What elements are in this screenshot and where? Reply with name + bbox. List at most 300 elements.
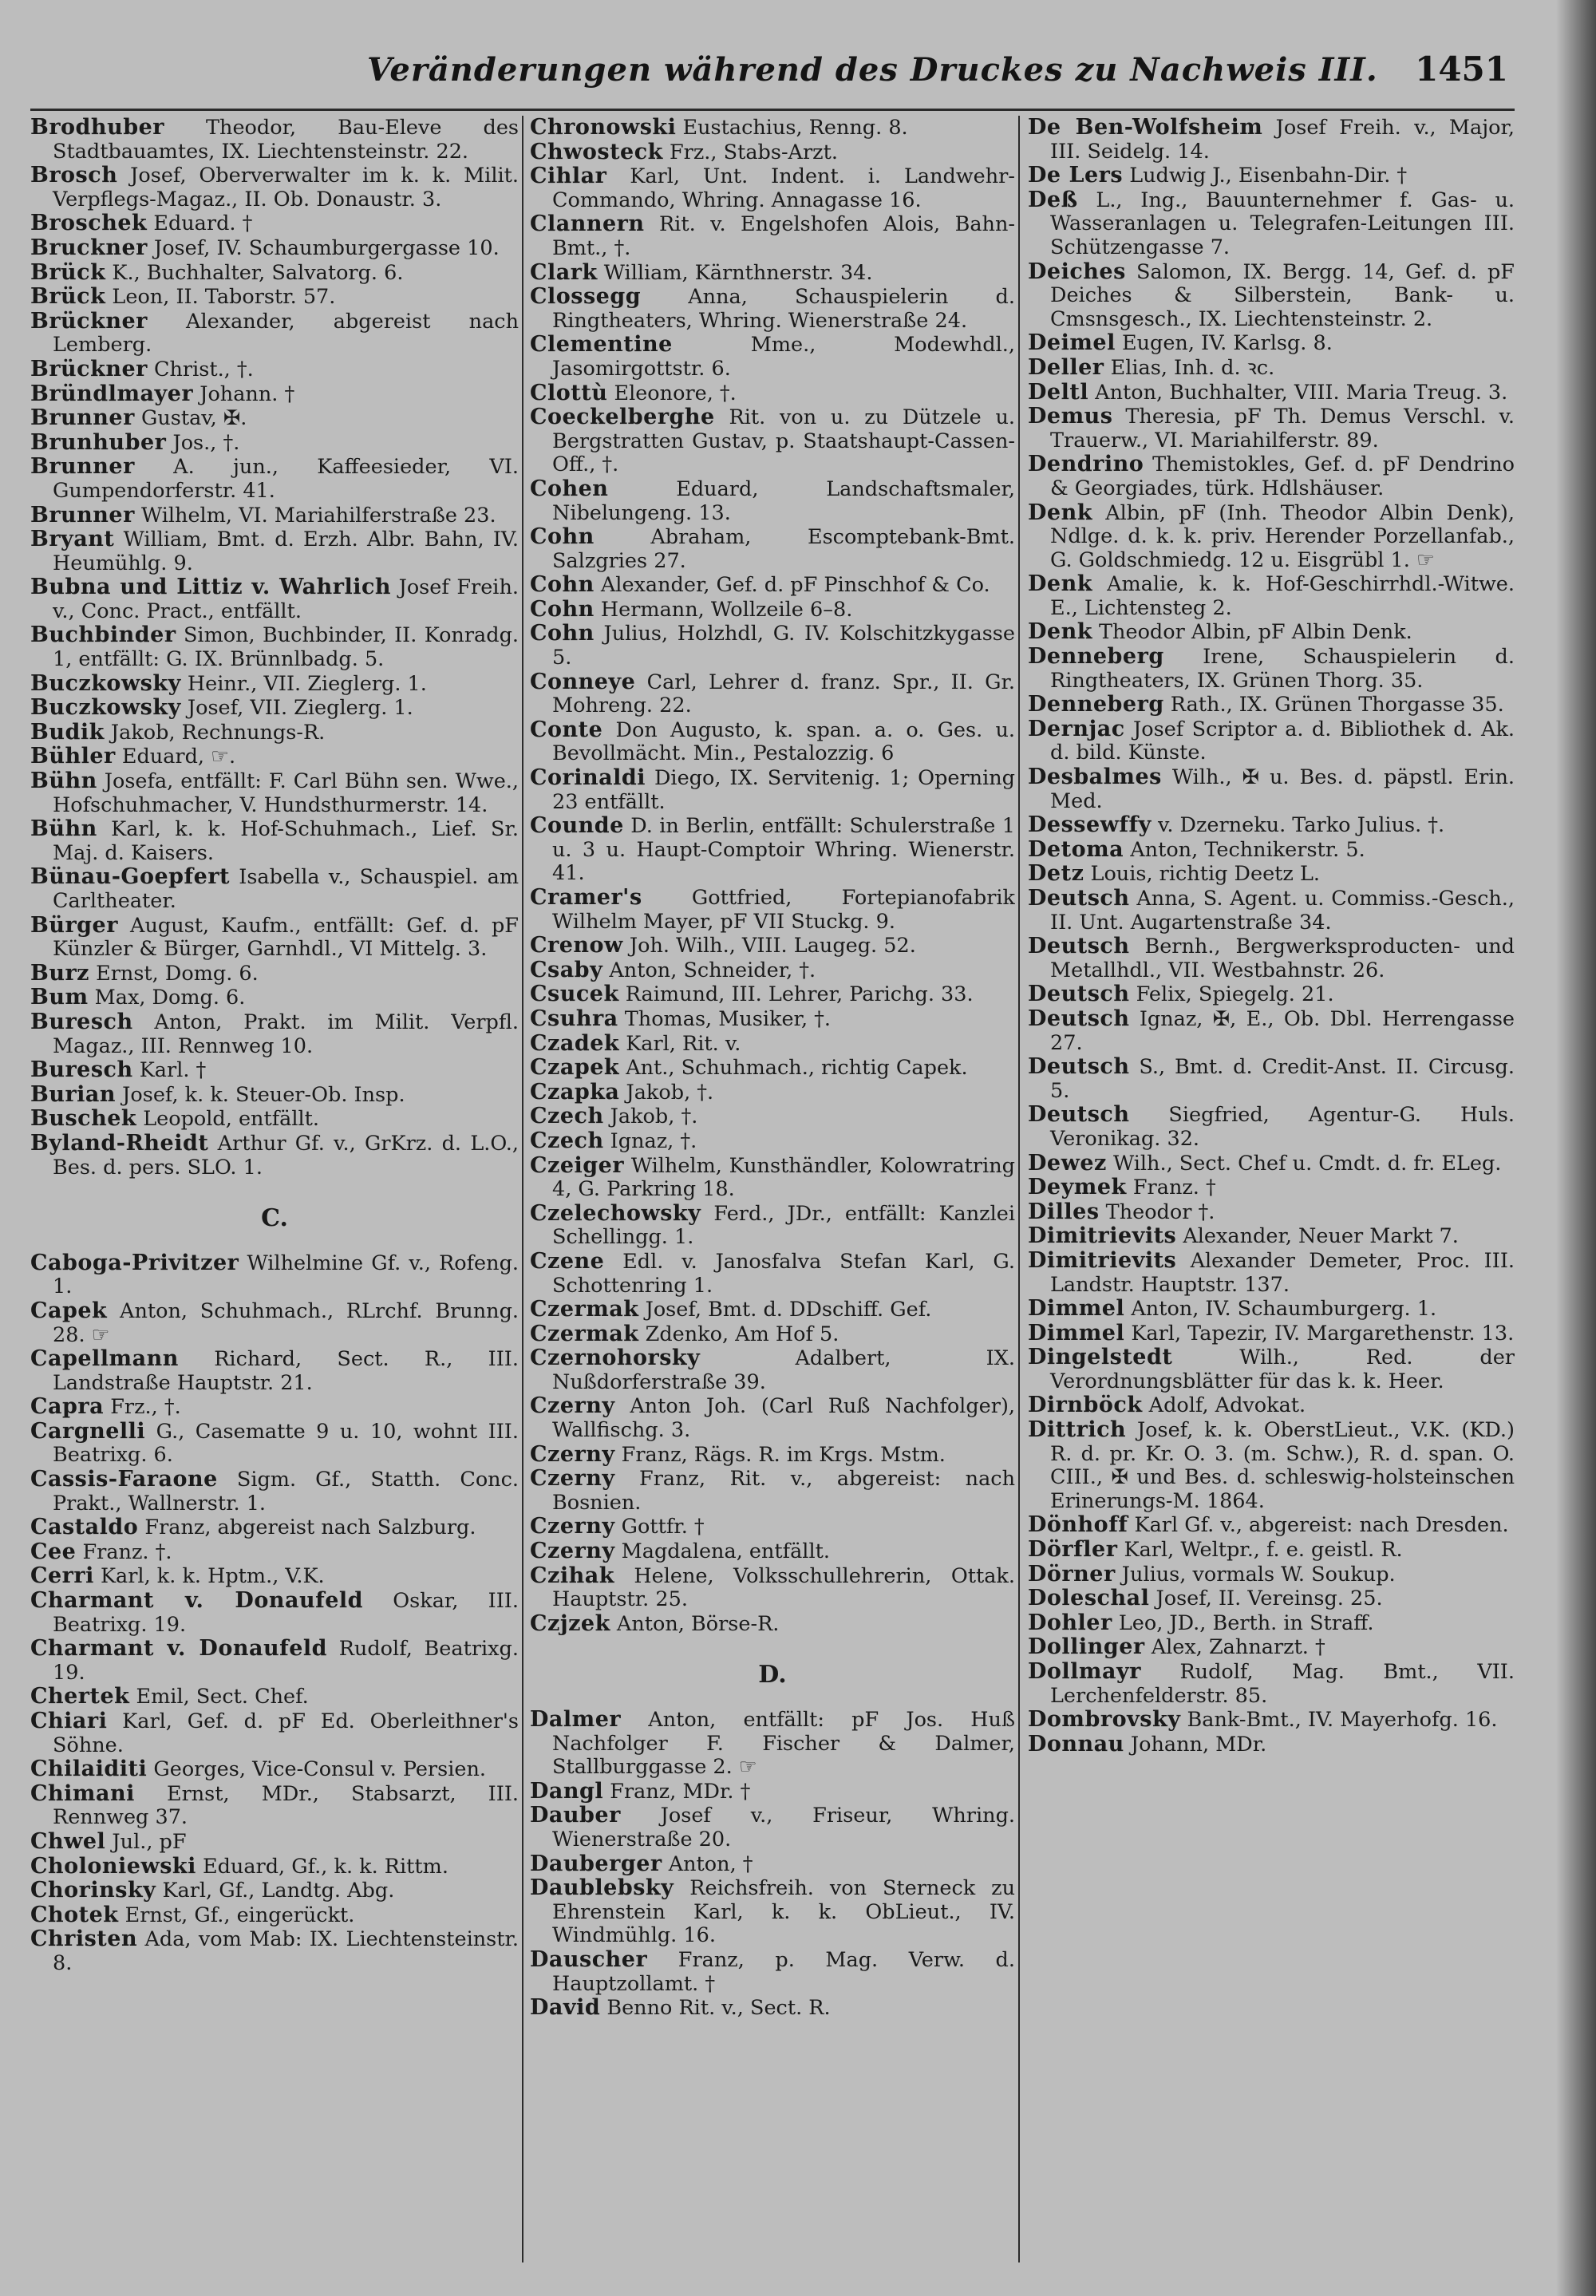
entry-details: Johann, MDr. [1124,1732,1267,1757]
directory-entry [30,672,519,697]
directory-entry [30,1757,519,1782]
entry-details: Louis, richtig Deetz L. [1084,862,1321,887]
directory-entry [1028,1224,1515,1249]
directory-entry [530,598,1015,622]
entry-details: Theresia, pF Th. Demus Verschl. v. Trauerw., VI. Mariahilferstr. 89. [1050,405,1515,452]
entry-surname: Czermak [530,1297,639,1322]
entry-details: Karl, Weltpr., f. e. geistl. R. [1117,1538,1403,1563]
entry-details: Reichsfreih. von Sterneck zu Ehrenstein Karl, k. k. ObLieut., IV. Windmühlg. 16. [552,1876,1015,1948]
entry-details: Jos., †. [166,430,240,455]
directory-entry [1028,645,1515,693]
entry-details: Ernst, Domg. 6. [89,961,259,986]
entry-surname: Daublebsky [530,1875,674,1901]
entry-surname: Brunner [30,454,135,480]
directory-entry [1028,405,1515,452]
column-divider [522,116,523,2262]
entry-details: Amalie, k. k. Hof-Geschirrhdl.-Witwe. E., Lichtensteg 2. [1050,572,1515,620]
entry-surname: De Ben-Wolfsheim [1028,116,1263,140]
directory-entry [530,333,1015,381]
entry-surname: Czihak [530,1563,614,1588]
entry-details: Helene, Volksschullehrerin, Ottak. Hauptstr. 25. [552,1563,1015,1612]
directory-entry [530,1780,1015,1804]
entry-surname: Deß [1028,187,1078,212]
entry-details: Abraham, Escomptebank-Bmt. Salzgries 27. [552,525,1015,573]
entry-details: Anton, Technikerstr. 5. [1124,837,1365,862]
entry-details: Rit. von u. zu Dützele u. Bergstratten Gustav, p. Staatshaupt-Cassen-Off., †. [552,405,1015,477]
entry-surname: Desbalmes [1028,765,1162,790]
entry-surname: Brück [30,284,106,310]
entry-surname: Dörner [1028,1561,1116,1587]
directory-entry [1028,356,1515,381]
entry-surname: Chronowski [530,116,677,140]
directory-entry [1028,164,1515,188]
directory-entry [1028,188,1515,260]
entry-details: Ferd., JDr., entfällt: Kanzlei Schellingg. 1. [552,1201,1015,1250]
entry-details: Karl, Rit. v. [619,1031,741,1056]
entry-surname: Broschek [30,211,148,236]
entry-details: Theodor †. [1099,1199,1215,1224]
entry-surname: Bryant [30,527,115,552]
directory-entry [530,982,1015,1007]
directory-entry [1028,116,1515,164]
directory-entry [1028,1587,1515,1611]
directory-entry [30,962,519,986]
entry-details: Gottfried, Fortepianofabrik Wilhelm Mayer, pF VII Stuckg. 9. [552,886,1015,934]
entry-surname: Deller [1028,354,1104,380]
directory-entry [30,382,519,407]
directory-entry [30,721,519,745]
entry-surname: Czerny [530,1441,615,1467]
entry-details: Diego, IX. Servitenig. 1; Operning 23 entfällt. [552,766,1015,814]
entry-details: William, Bmt. d. Erzh. Albr. Bahn, IV. Heumühlg. 9. [53,528,519,575]
directory-entry [1028,572,1515,620]
entry-surname: Capra [30,1394,105,1420]
entry-surname: Csucek [530,982,619,1007]
directory-entry [30,1879,519,1903]
directory-entry [1028,1200,1515,1225]
entry-surname: Dönhoff [1028,1512,1128,1538]
directory-entry [1028,813,1515,838]
entry-details: Rudolf, Beatrixg. 19. [53,1637,519,1685]
entry-details: Eduard, Landschaftsmaler, Nibelungeng. 13. [552,476,1015,525]
directory-entry [1028,381,1515,405]
directory-entry [1028,887,1515,935]
column-3 [1028,116,1515,2262]
directory-entry [530,477,1015,525]
directory-entry [1028,862,1515,887]
entry-details: Alex, Zahnarzt. † [1144,1635,1325,1660]
entry-surname: Dilles [1028,1199,1100,1224]
entry-details: Rit. v. Engelshofen Alois, Bahn-Bmt., †. [552,212,1015,260]
entry-details: Karl, Gef. d. pF Ed. Oberleithner's Söhne. [53,1709,519,1757]
entry-details: Franz, Rit. v., abgereist: nach Bosnien. [552,1467,1015,1515]
entry-surname: Denk [1028,619,1092,645]
entry-details: Eduard, Gf., k. k. Rittm. [196,1854,448,1879]
directory-entry [530,1202,1015,1250]
directory-entry [30,504,519,528]
section-letter: D. [758,1661,787,1689]
directory-entry [1028,1152,1515,1176]
directory-entry [30,865,519,913]
directory-entry [30,1010,519,1058]
entry-surname: Buschek [30,1106,137,1132]
directory-entry [530,164,1015,212]
entry-details: Arthur Gf. v., GrKrz. d. L.O., Bes. d. pers. SLO. 1. [53,1131,519,1180]
entry-details: S., Bmt. d. Credit-Anst. II. Circusg. 5. [1050,1055,1515,1103]
entry-surname: Conneye [530,669,636,694]
entry-details: Wilh., Red. der Verordnungsblätter für das k. k. Heer. [1050,1346,1515,1393]
entry-details: Theodor, Bau-Eleve des Stadtbauamtes, IX. Liechtensteinstr. 22. [53,116,519,164]
entry-surname: Czjzek [530,1610,610,1636]
directory-entry [530,1154,1015,1202]
entry-details: Bank-Bmt., IV. Mayerhofg. 16. [1180,1708,1498,1733]
directory-entry [1028,1393,1515,1418]
entry-surname: Dessewffy [1028,812,1152,838]
entry-surname: Czelechowsky [530,1200,701,1226]
entry-details: Wilhelm, VI. Mariahilferstraße 23. [134,503,496,528]
entry-details: Irene, Schauspielerin d. Ringtheaters, IX. Grünen Thorg. 35. [1050,645,1515,693]
directory-entry [1028,1611,1515,1636]
directory-entry [30,986,519,1010]
directory-entry [30,406,519,431]
directory-entry [530,1007,1015,1032]
entry-details: Thomas, Musiker, †. [618,1006,832,1031]
entry-surname: Detz [1028,861,1084,887]
page-header [32,45,1564,101]
entry-details: Josef, Oberverwalter im k. k. Milit. Verpflegs-Magaz., II. Ob. Donaustr. 3. [53,164,519,211]
entry-surname: Deiches [1028,259,1126,284]
entry-details: Josef Freih. v., Conc. Pract., entfällt. [53,575,519,623]
entry-details: Leopold, entfällt. [136,1107,320,1132]
entry-surname: Bubna und Littiz v. Wahrlich [30,575,392,600]
directory-entry [1028,1055,1515,1103]
entry-details: Alexander Demeter, Proc. III. Landstr. Hauptstr. 137. [1050,1248,1515,1297]
entry-details: A. jun., Kaffeesieder, VI. Gumpendorferstr. 41. [53,455,519,503]
entry-details: Zdenko, Am Hof 5. [638,1322,839,1346]
entry-surname: Cohn [530,621,595,646]
directory-entry [30,1782,519,1830]
entry-surname: Donnau [1028,1731,1124,1757]
entry-details: Rath., IX. Grünen Thorgasse 35. [1163,693,1504,717]
entry-surname: Dimitrievits [1028,1223,1177,1249]
entry-surname: Bründlmayer [30,381,194,406]
entry-details: Anton, Schneider, †. [602,958,816,982]
entry-details: Max, Domg. 6. [88,986,246,1010]
directory-entry [530,381,1015,406]
entry-surname: Dimmel [1028,1320,1125,1346]
entry-surname: Cihlar [530,164,607,189]
entry-surname: Burz [30,960,90,986]
entry-surname: Czerny [530,1466,615,1492]
directory-entry [530,1032,1015,1057]
entry-surname: Dendrino [1028,452,1144,477]
entry-surname: Dohler [1028,1610,1112,1635]
entry-surname: Deutsch [1028,934,1130,959]
page-edge-shadow [1556,0,1596,2296]
entry-surname: Clementine [530,332,673,358]
entry-details: Ludwig J., Eisenbahn-Dir. † [1123,164,1408,188]
entry-surname: Clottù [530,380,608,405]
entry-details: Josef, k. k. OberstLieut., V.K. (KD.) R. d. pr. Kr. O. 3. (m. Schw.), R. d. span. O. CIII., ✠ und Bes. d. schleswig-holsteinschen Erinerungs-M. 1864. [1050,1418,1515,1513]
entry-details: Wilh., Sect. Chef u. Cmdt. d. fr. ELeg. [1106,1151,1502,1176]
entry-surname: Czernohorsky [530,1346,701,1371]
entry-details: Ignaz, ✠, E., Ob. Dbl. Herrengasse 27. [1050,1006,1515,1055]
entry-surname: Czeiger [530,1152,625,1178]
entry-surname: Buczkowsky [30,670,181,696]
entry-details: Josef Scriptor a. d. Bibliothek d. Ak. d. bild. Künste. [1050,717,1515,765]
entry-surname: Denk [1028,571,1092,597]
entry-surname: Detoma [1028,836,1124,862]
directory-entry [1028,452,1515,500]
entry-surname: Czermak [530,1321,639,1346]
entry-details: Bernh., Bergwerksproducten- und Metallhdl., VII. Westbahnstr. 26. [1050,935,1515,982]
entry-details: D. in Berlin, entfällt: Schulerstraße 1 u. 3 u. Haupt-Comptoir Whring. Wienerstr. 41. [552,814,1015,886]
entry-details: Anton Joh. (Carl Ruß Nachfolger), Wallfischg. 3. [552,1394,1015,1443]
entry-details: Wilhelmine Gf. v., Rofeng. 1. [53,1251,519,1299]
entry-details: Josef Freih. v., Major, III. Seidelg. 14. [1050,116,1515,164]
directory-entry [1028,1733,1515,1757]
entry-details: Franz, p. Mag. Verw. d. Hauptzollamt. † [552,1947,1015,1996]
entry-surname: Denneberg [1028,692,1164,717]
entry-surname: Dauberger [530,1851,662,1876]
directory-entry [530,1443,1015,1468]
directory-entry [30,575,519,623]
entry-surname: Chertek [30,1684,130,1709]
entry-surname: Deutsch [1028,1102,1130,1128]
entry-details: Josef, IV. Schaumburgergasse 10. [147,235,500,260]
directory-entry [30,1903,519,1928]
entry-details: Oskar, III. Beatrixg. 19. [53,1589,519,1637]
entry-surname: Dörfler [1028,1537,1118,1563]
entry-surname: Charmant v. Donaufeld [30,1636,328,1662]
directory-entry [1028,693,1515,717]
directory-entry [530,1852,1015,1877]
entry-surname: Cerri [30,1563,94,1589]
entry-details: Isabella v., Schauspiel. am Carltheater. [53,865,519,913]
directory-entry [1028,620,1515,645]
entry-details: Leo, JD., Berth. in Straff. [1112,1610,1374,1635]
directory-entry [1028,1563,1515,1587]
entry-surname: Choloniewski [30,1853,196,1879]
entry-surname: Deymek [1028,1175,1127,1200]
entry-details: Anton, IV. Schaumburgerg. 1. [1124,1297,1437,1322]
entry-details: Carl, Lehrer d. franz. Spr., II. Gr. Mohreng. 22. [552,670,1015,718]
entry-details: William, Kärnthnerstr. 34. [597,260,873,285]
entry-details: Anton, Prakt. im Milit. Verpfl. Magaz., III. Rennweg 10. [53,1010,519,1058]
directory-entry [30,1058,519,1083]
directory-entry [30,211,519,236]
entry-details: Josef, VII. Zieglerg. 1. [180,696,413,721]
entry-surname: David [530,1995,601,2021]
directory-entry [1028,1176,1515,1200]
entry-details: Franz, MDr. † [603,1779,751,1804]
entry-surname: Czapka [530,1079,620,1105]
entry-surname: Capek [30,1298,108,1323]
entry-surname: Brunhuber [30,429,167,455]
directory-entry [30,696,519,721]
entry-surname: Denk [1028,500,1092,525]
entry-surname: Dollinger [1028,1634,1145,1660]
entry-surname: Dimmel [1028,1296,1125,1322]
directory-entry [1028,1346,1515,1393]
entry-surname: Cramer's [530,885,642,910]
entry-surname: Cohn [530,572,595,598]
entry-surname: Clark [530,259,598,285]
directory-entry [1028,1708,1515,1733]
entry-surname: Byland-Rheidt [30,1130,209,1156]
directory-entry [530,1056,1015,1081]
entry-surname: Deutsch [1028,1054,1130,1080]
directory-entry [530,285,1015,333]
entry-details: Josef v., Friseur, Whring. Wienerstraße 20. [552,1804,1015,1851]
entry-details: Josef, k. k. Steuer-Ob. Insp. [116,1082,405,1107]
entry-details: Wilh., ✠ u. Bes. d. päpstl. Erin. Med. [1050,765,1515,813]
entry-details: Frz., †. [104,1395,181,1420]
entry-surname: Bühler [30,744,116,769]
directory-entry [1028,501,1515,573]
directory-entry [1028,935,1515,982]
entry-surname: Chotek [30,1902,119,1927]
entry-details: Josefa, entfällt: F. Carl Bühn sen. Wwe., Hofschuhmacher, V. Hundsthurmerstr. 14. [53,769,519,817]
directory-entry [1028,982,1515,1007]
entry-surname: Czerny [530,1514,615,1539]
directory-entry [30,745,519,769]
entry-details: Karl. † [132,1058,207,1083]
directory-entry [530,766,1015,814]
entry-surname: Czapek [530,1055,620,1081]
entry-details: Themistokles, Gef. d. pF Dendrino & Georgiades, türk. Hdlshäuser. [1050,452,1515,500]
entry-details: Benno Rit. v., Sect. R. [600,1996,831,2021]
entry-surname: Buresch [30,1057,133,1083]
directory-entry [1028,838,1515,863]
entry-surname: Brückner [30,308,148,334]
entry-details: Raimund, III. Lehrer, Parichg. 33. [618,982,974,1007]
directory-entry [30,914,519,962]
directory-entry [1028,1249,1515,1297]
entry-details: Franz, Rägs. R. im Krgs. Mstm. [614,1442,946,1467]
entry-details: Elias, Inh. d. ꝛc. [1104,355,1275,380]
entry-details: Sigm. Gf., Statth. Conc. Prakt., Wallnerstr. 1. [53,1468,519,1516]
entry-surname: Christen [30,1927,138,1952]
directory-entry [530,958,1015,983]
entry-details: Rudolf, Mag. Bmt., VII. Lerchenfelderstr. 85. [1050,1660,1515,1708]
entry-details: Hermann, Wollzeile 6–8. [594,597,853,622]
entry-details: Georges, Vice-Consul v. Persien. [147,1757,486,1782]
directory-entry [30,1927,519,1975]
entry-details: Frz., Stabs-Arzt. [662,140,838,164]
entry-details: Karl Gf. v., abgereist: nach Dresden. [1128,1513,1509,1538]
directory-entry [30,769,519,817]
entry-surname: Cabogа-Privitzer [30,1250,239,1275]
entry-surname: Dirnböck [1028,1393,1143,1418]
entry-surname: Bürger [30,912,118,938]
directory-entry [30,164,519,211]
entry-details: Adolf, Advokat. [1142,1393,1306,1418]
directory-entry [530,573,1015,598]
entry-surname: Deutsch [1028,886,1130,911]
directory-entry [1028,1103,1515,1151]
entry-details: Karl, k. k. Hof-Schuhmach., Lief. Sr. Maj. d. Kaisers. [53,817,519,865]
entry-surname: Clannern [530,211,645,237]
entry-details: Albin, pF (Inh. Theodor Albin Denk), Ndlge. d. k. k. priv. Herender Porzellanfab., G. Goldschmiedg. 12 u. Eisgrübl 1. ☞ [1050,500,1515,572]
entry-details: Karl, Unt. Indent. i. Landwehr-Commando, Whring. Annagasse 16. [552,164,1015,212]
directory-entry [30,1564,519,1589]
entry-surname: Czech [530,1128,604,1153]
page-number: 1451 [1415,49,1508,89]
entry-details: Siegfried, Agentur-G. Huls. Veronikag. 32. [1050,1103,1515,1151]
entry-details: Adalbert, IX. Nußdorferstraße 39. [552,1346,1015,1394]
directory-entry [30,1830,519,1855]
directory-entry [530,116,1015,140]
entry-details: Anton, † [662,1851,753,1876]
directory-entry [530,886,1015,934]
entry-details: Jakob, Rechnungs-R. [104,720,326,745]
directory-entry [530,1105,1015,1129]
entry-details: Anna, Schauspielerin d. Ringtheaters, Whring. Wienerstraße 24. [552,285,1015,333]
column-2 [530,116,1015,2262]
entry-details: Mme., Modewhdl., Jasomirgottstr. 6. [552,333,1015,381]
entry-details: Anton, Schuhmach., RLrchf. Brunng. 28. ☞ [53,1298,519,1347]
entry-details: Don Augusto, k. span. a. o. Ges. u. Bevollmächt. Min., Pestalozzig. 6 [552,717,1015,766]
entry-details: Anton, entfällt: pF Jos. Huß Nachfolger F. Fischer & Dalmer, Stallburggasse 2. ☞ [552,1708,1015,1780]
entry-details: Gustav, ✠. [134,406,247,431]
directory-entry [1028,331,1515,356]
entry-surname: Csuhra [530,1006,618,1031]
entry-details: Alexander, Gef. d. pF Pinschhof & Co. [594,573,990,598]
directory-entry [30,1637,519,1685]
directory-entry [530,1081,1015,1105]
entry-surname: Coeckelberghe [530,405,715,430]
directory-entry [1028,1513,1515,1538]
entry-details: Eduard. † [147,211,253,236]
entry-details: Felix, Spiegelg. 21. [1129,982,1334,1007]
entry-surname: Brunner [30,405,135,431]
directory-entry [530,670,1015,718]
entry-surname: Dittrich [1028,1417,1127,1443]
directory-entry [30,1709,519,1757]
entry-details: K., Buchhalter, Salvatorg. 6. [105,260,404,285]
directory-entry [30,285,519,310]
directory-entry [530,1612,1015,1637]
entry-surname: Brodhuber [30,116,164,140]
entry-surname: Brück [30,259,106,285]
entry-surname: Budik [30,719,105,745]
entry-details: Alexander, abgereist nach Lemberg. [53,309,519,358]
entry-surname: Czene [530,1248,605,1274]
directory-entry [1028,765,1515,813]
entry-surname: Buresch [30,1009,133,1034]
entry-details: Josef, II. Vereinsg. 25. [1149,1587,1383,1611]
entry-details: Julius, vormals W. Soukup. [1115,1562,1396,1587]
entry-surname: Brückner [30,356,148,381]
directory-entry [1028,1538,1515,1563]
directory-entry [30,1132,519,1180]
directory-entry [30,261,519,286]
entry-surname: Czerny [530,1539,615,1564]
entry-details: Karl, Tapezir, IV. Margarethenstr. 13. [1124,1321,1515,1346]
entry-surname: Chilaiditi [30,1757,148,1782]
directory-entry [1028,1635,1515,1660]
column-divider [1018,116,1020,2262]
directory-entry [530,140,1015,165]
entry-details: Anton, Buchhalter, VIII. Maria Treug. 3. [1088,380,1508,405]
entry-surname: Bühn [30,816,97,842]
entry-surname: Chorinsky [30,1878,156,1903]
entry-details: Christ., †. [147,357,254,381]
entry-surname: Dimitrievits [1028,1247,1177,1273]
entry-details: Heinr., VII. Zieglerg. 1. [180,671,427,696]
entry-details: Franz. † [1126,1176,1216,1200]
